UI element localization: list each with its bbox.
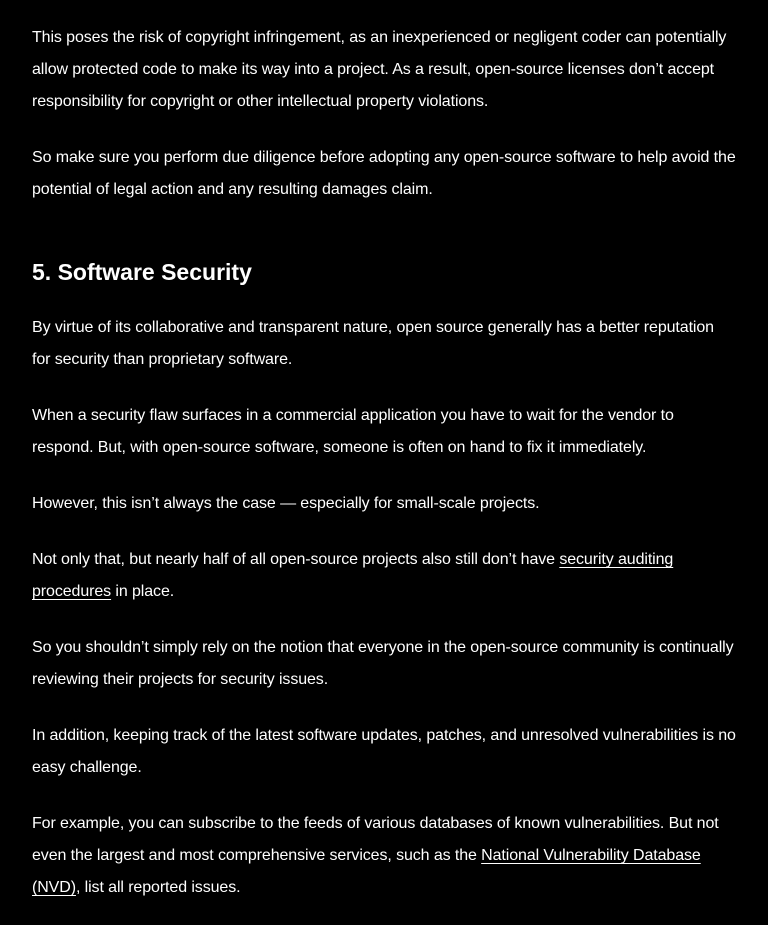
section-heading: 5. Software Security	[32, 259, 252, 285]
nvd-link[interactable]: National Vulnerability Database (NVD)	[32, 847, 701, 896]
paragraph-auditing-text-after: in place.	[111, 583, 175, 600]
paragraph-auditing	[32, 544, 736, 608]
security-auditing-link[interactable]: security auditing procedures	[32, 551, 674, 600]
paragraph-security-reputation: By virtue of its collaborative and transparent nature, open source generally has a better reputation for security than proprietary software.	[32, 319, 714, 368]
paragraph-feeds-text-after: , list all reported issues.	[75, 879, 241, 896]
paragraph-small-scale: However, this isn’t always the case — especially for small-scale projects.	[32, 495, 540, 512]
paragraph-auditing-text-before: Not only that, but nearly half of all open-source projects also still don’t have	[32, 551, 560, 568]
paragraph-tracking-updates: In addition, keeping track of the latest software updates, patches, and unresolved vulnerabilities is no easy challenge.	[32, 727, 736, 776]
paragraph-feeds-text-before: For example, you can subscribe to the feeds of various databases of known vulnerabilities. But not even the largest and most comprehensive services, such as the	[32, 815, 719, 864]
paragraph-security-flaw: When a security flaw surfaces in a commercial application you have to wait for the vendor to respond. But, with open-source software, someone is often on hand to fix it immediately.	[32, 407, 674, 456]
intro-paragraph-copyright: This poses the risk of copyright infringement, as an inexperienced or negligent coder can potentially allow protected code to make its way into a project. As a result, open-source licenses don’t accept responsibility for copyright or other intellectual property violations.	[32, 29, 727, 110]
paragraph-vulnerability-feeds	[32, 808, 736, 904]
intro-paragraph-due-diligence: So make sure you perform due diligence before adopting any open-source software to help avoid the potential of legal action and any resulting damages claim.	[32, 149, 736, 198]
paragraph-community-review: So you shouldn’t simply rely on the notion that everyone in the open-source community is continually reviewing their projects for security issues.	[32, 639, 734, 688]
